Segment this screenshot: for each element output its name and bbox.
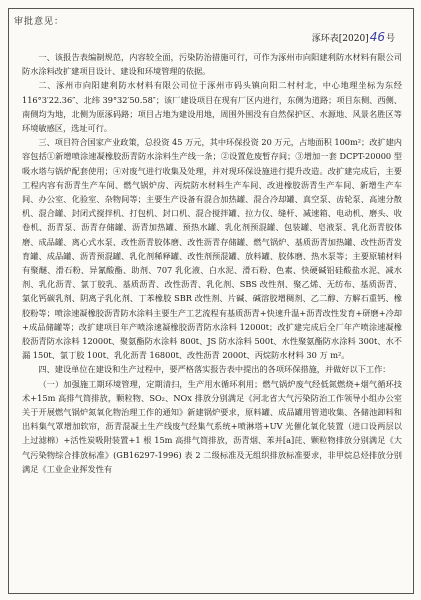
document-number-prefix: 涿环表[2020] (311, 34, 369, 44)
paragraph-1: 一、该报告表编制规范，内容较全面，污染防治措施可行，可作为涿州市向阳建利防水材料有限公司防水涂料改扩建项目设计、建设和环境管理的依据。 (22, 52, 402, 77)
paragraph-5: （一）加强施工期环境管理，定期清扫，生产用水循环利用；燃气锅炉废气经低氮燃烧+烟气循环技术+15m 高排气筒排放，颗粒物、SO₂、NOx 排放分别满足《河北省大气污染防治工作领导小组办公室关于开展燃气锅炉氮氧化物治理工作的通知》新建锅炉要求，原料罐、成品罐用管道收集、各储池卸料和出料集气罩增加软帘，沥青混凝土生产线废气经集气系统+喷淋塔+UV 光催化氧化装置（进口设两层以上过滤棉）+活性炭吸附装置+1 根 15m 高排气筒排放，沥青烟、苯并[a]芘、颗粒物排放分别满足《大气污染物综合排放标准》(GB16297-1996) 表 2 二级标准及无组织排放标准要求，非甲烷总烃排放分别满足《工业企业挥发性有 (22, 378, 402, 474)
handwritten-number: 46 (369, 30, 385, 44)
paragraph-4: 四、建设单位在建设和生产过程中，要严格落实报告表中提出的各项环保措施，并做好以下工作： (38, 364, 391, 375)
document-number (312, 30, 395, 44)
document-number-suffix: 号 (385, 34, 395, 44)
approval-heading: 审批意见： (14, 17, 65, 27)
document-body (22, 50, 402, 476)
paragraph-2: 二、涿州市向阳建利防水材料有限公司位于涿州市码头镇向阳二村村北，中心地理坐标为东经 116°3′22.36″、北纬 39°32′50.58″；该厂建设项目在现有厂区内进行，东侧为道路；项目东侧、西侧、南侧均为地，北侧为原涿码路；项目占地为建设用地，周围外围没有自然保护区、水源地、风景名胜区等环境敏感区，选址可行。 (22, 80, 402, 134)
paragraph-3: 三、项目符合国家产业政策，总投资 45 万元，其中环保投资 20 万元，占地面积 100m²；改扩建内容包括①新增喷涂速凝橡胶沥青防水涂料生产线一条；②设置危废暂存间；③增加一套 DCPT-20000 型吸水塔与锅炉配套使用；④对废气进行收集及处理，并对现环保设施进行提升改造。改扩建完成后，主要工程内容有沥青生产车间、燃气锅炉房、丙烷防水材料生产车间、改进橡胶沥青生产车间、新增生产车间、办公室、化验室、杂物间等；主要生产设备有混合加热罐、混合冷却罐、真空泵、齿轮泵、高速分散机、混合罐、封闭式搅拌机、打包机、封口机、混合搅拌罐、拉力仪、缝杆、减速箱、电动机、磨头、收卷机、沥青泵、沥青存储罐、沥青加热罐、预热水罐、乳化剂预混罐、包装罐、皂液泵、乳化沥青胶体磨、成品罐、离心式水泵、改性沥青胶体磨、改性沥青存储罐、燃气锅炉、基质沥青加热罐、改性沥青发育罐、成品罐、沥青预混罐、乳化剂稀释罐、改性剂预混罐、放料罐、胶体磨、热水泵等；主要原辅材料有聚醚、滑石粉、异氰酸酯、助剂、707 乳化液、白水泥、滑石粉、色素、快硬碱铝硅酸盐水泥、减水剂、乳化沥青、氯丁胶乳、基质沥青、改性沥青、乳化剂、SBS 改性剂、聚乙烯、无纺布、基质沥青、氯化钙碳乳剂、阴离子乳化剂、丁苯橡胶 SBR 改性剂、片碱、碱溶胶增稠剂、乙二醇、方解石重钙、橡胶粉等；喷涂速凝橡胶沥青防水涂料主要生产工艺流程有基质沥青+快速升温+沥青改性发育+研磨+冷却+成品储罐等；改扩建项目年产喷涂速凝橡胶沥青防水涂料 12000t；改扩建完成后全厂年产喷涂速凝橡胶沥青防水涂料 12000t、聚氨酯防水涂料 800t、JS 防水涂料 500t、水性聚氨酯防水涂料 300t、水不漏 150t、氯丁胶 100t、乳化沥青 16800t、改性沥青 2000t、丙烷防水材料 30 万 m²。 (22, 137, 402, 361)
